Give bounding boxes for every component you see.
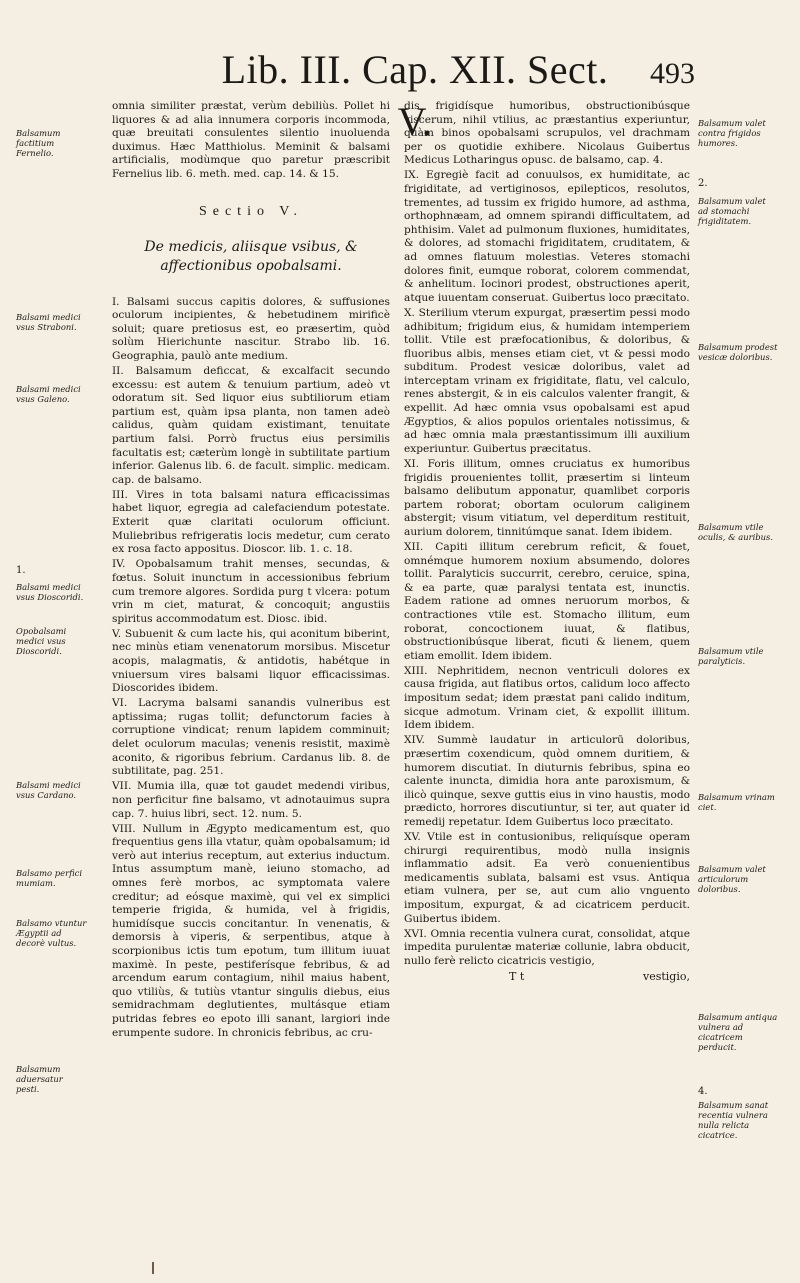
left-column xyxy=(112,100,390,1042)
margin-note-left: Balsamum factitium Fernelio. xyxy=(16,128,61,158)
margin-note-left: Balsami medici vsus Dioscoridi. xyxy=(16,582,84,602)
paragraph-2: II. Balsamum deficcat, & excalfacit secundo excessu: est autem & tenuium partium, adeò vt odoratum sit. Sed liquor eius subtiliorum etiam partium est, quàm ipsa planta, non tamen adeò calidus, quàm quidam existimant, tenuitate partium falsi. Porrò fructus eius persimilis facultatis est; cæterùm longè in subtilitate partium inferior. Galenus lib. 6. de facult. simplic. medicam. cap. de balsamo. xyxy=(112,365,390,486)
margin-note-right: Balsamum sanat recentia vulnera nulla relicta cicatrice. xyxy=(698,1100,769,1140)
ink-mark xyxy=(152,1262,154,1274)
running-head: Lib. III. Cap. XII. Sect. V. xyxy=(221,47,609,144)
margin-number: 2. xyxy=(698,178,708,189)
margin-note-right: Balsamum vtile paralyticis. xyxy=(698,646,764,666)
section-heading: Sectio V. xyxy=(198,203,304,219)
signature-mark: T t xyxy=(509,970,525,984)
paragraph-9: IX. Egregiè facit ad conuulsos, ex humiditate, ac frigiditate, ad vertiginosos, epilepticos, resolutos, trementes, ad tussim ex frigido humore, ad asthma, orthophnæam, ad omnem spirandi difficultatem, ad phthisim. Valet ad pulmonum fluxiones, humiditates, & dolores, ad stomachi frigiditatem, cruditatem, & ad omnes flatuum molestias. Veteres stomachi dolores finit, eumque roborat, colorem commendat, & anhelitum. Iocinori prodest, obstructiones aperit, atque iuuentam conseruat. Guibertus loco præcitato. xyxy=(404,169,690,304)
paragraph-11: XI. Foris illitum, omnes cruciatus ex humoribus frigidis prouenientes tollit, præsertim si linteum balsamo delibutum apponatur, quamlibet corporis partem roborat; obortam oculorum caliginem abstergit; visum vitiatum, vel deperditum restituit, aurium dolorem, tinnitúmque sanat. Idem ibidem. xyxy=(404,457,690,538)
margin-note-right: Balsamum valet articulorum doloribus. xyxy=(698,864,766,894)
margin-note-right: Balsamum vtile oculis, & auribus. xyxy=(698,522,774,542)
margin-note-left: Opobalsami medici vsus Dioscoridi. xyxy=(16,626,67,656)
right-column xyxy=(404,100,690,983)
margin-number: 4. xyxy=(698,1086,708,1097)
margin-note-right: Balsamum antiqua vulnera ad cicatricem perducit. xyxy=(698,1012,778,1052)
paragraph-14: XIV. Summè laudatur in articulorū doloribus, præsertim coxendicum, quòd omnem duritiem, & humorem discutiat. In diuturnis febribus, spina eo calente inuncta, dimidia hora ante paroxismum, & ilicò quinque, sexve guttis eius in vino haustis, modo prædicto, horrores discutiuntur, si ter, aut quater id remedij repetatur. Idem Guibertus loco præcitato. xyxy=(404,734,690,828)
paragraph-13: XIII. Nephritidem, necnon ventriculi dolores ex causa frigida, aut flatibus ortos, calidum loco affecto impositum sedat; idem præstat pani calido inditum, sicque admotum. Vrinam ciet, & expollit illitum. Idem ibidem. xyxy=(404,664,690,732)
margin-note-right: Balsamum valet contra frigidos humores. xyxy=(698,118,766,148)
margin-note-right: Balsamum prodest vesicæ doloribus. xyxy=(698,342,778,362)
margin-note-left: Balsami medici vsus Galeno. xyxy=(16,384,81,404)
paragraph-7: VII. Mumia illa, quæ tot gaudet medendi viribus, non perficitur fine balsamo, vt adnotauimus supra cap. 7. huius libri, sect. 12. num. 5. xyxy=(112,780,390,820)
catchword-line xyxy=(404,970,690,983)
paragraph-8: VIII. Nullum in Ægypto medicamentum est, quo frequentius gens illa vtatur, quàm opobalsamum; id verò aut interius receptum, aut exterius inductum. Intus assumptum manè, ieiuno stomacho, ad omnes ferè morbos, ac symptomata valere creditur; ad eósque maximè, qui vel ex simplici temperie frigida, & humida, vel à frigidis, humidísque succis concitantur. In venenatis, & demorsis à viperis, & serpentibus, atque à scorpionibus ictis tum epotum, tum illitum iuuat maximè. In peste, pestiferísque febribus, & ad arcendum earum contagium, nihil maius habent, quo vtiliùs, & tutiùs vtantur singulis diebus, eius semidrachmam deglutientes, multásque etiam putridas febres eo epoto illi sanant, largiori inde erumpente sudore. In chronicis febribus, ac cru- xyxy=(112,822,390,1039)
margin-note-left: Balsamo vtuntur Ægyptii ad decorè vultus. xyxy=(16,918,87,948)
paragraph-6: VI. Lacryma balsami sanandis vulneribus est aptissima; rugas tollit; defunctorum facies à corruptione vindicat; renum lapidem comminuit; delet oculorum maculas; venenis resistit, maximè aconito, & rigoribus febrium. Cardanus lib. 8. de subtilitate, pag. 251. xyxy=(112,697,390,778)
paragraph-8-continued: dis frigidísque humoribus, obstructionibúsque viscerum, nihil vtilius, ac præstantius experiuntur, quàm binos opobalsami scrupulos, vel drachmam per os quotidie exhibere. Nicolaus Guibertus Medicus Lotharingus opusc. de balsamo, cap. 4. xyxy=(404,100,690,167)
margin-note-left: Balsami medici vsus Straboni. xyxy=(16,312,81,332)
page-number: 493 xyxy=(650,57,695,90)
margin-note-left: Balsamo perfici mumiam. xyxy=(16,868,83,888)
paragraph-3: III. Vires in tota balsami natura efficacissimas habet liquor, egregia ad calefaciendum potestate. Exterit quæ claritati oculorum officiunt. Muliebribus refrigeratis locis medetur, cum cerato ex rosa facto appositus. Dioscor. lib. 1. c. 18. xyxy=(112,488,390,556)
paragraph-4: IV. Opobalsamum trahit menses, secundas, & fœtus. Soluit inunctum in accessionibus febrium cum tremore algores. Sordida purg t vlcera: potum vrin m ciet, maturat, & concoquit; angustiis spiritus accommodatum est. Diosc. ibid. xyxy=(112,558,390,625)
paragraph-16: XVI. Omnia recentia vulnera curat, consolidat, atque impedita purulentæ materiæ collunie, labra obducit, nullo ferè relicto cicatricis vestigio, xyxy=(404,927,690,967)
paragraph-12: XII. Capiti illitum cerebrum reficit, & fouet, omnémque humorem noxium absumendo, dolores tollit. Paralyticis succurrit, cerebro, ceruice, spina, & ea parte, quæ paralysi tentata est, inunctis. Eadem ratione ad omnes neruorum morbos, & contractiones vtile est. Stomacho illitum, eum roborat, concoctionem iuuat, & flatibus, obstructionibúsque liberat, ficuti & lienem, quem etiam emollit. Idem ibidem. xyxy=(404,541,690,662)
section-subtitle: De medicis, aliisque vsibus, & affectionibus opobalsami. xyxy=(144,238,358,274)
paragraph-5: V. Subuenit & cum lacte his, qui aconitum biberint, nec minùs etiam venenatorum morsibus. Miscetur acopis, malagmatis, & antidotis, habétque in vniuersum vires balsami liquor efficacissimas. Dioscorides ibidem. xyxy=(112,627,390,695)
paragraph-1: I. Balsami succus capitis dolores, & suffusiones oculorum incipientes, & hebetudinem mirificè soluit; quare pretiosus est, eo præsertim, quòd solùm Hierichunte nascitur. Strabo lib. 16. Geographia, paulò ante medium. xyxy=(112,295,390,362)
margin-note-right: Balsamum valet ad stomachi frigiditatem. xyxy=(698,196,766,226)
margin-note-left: Balsamum aduersatur pesti. xyxy=(16,1064,63,1094)
catchword: vestigio, xyxy=(643,970,690,984)
paragraph-continued: omnia similiter præstat, verùm debiliùs. Pollet hi liquores & ad alia innumera corporis incommoda, quæ breuitati consulentes silentio inuoluenda duximus. Hæc Matthiolus. Meminit & balsami artificialis, modùmque quo paretur præscribit Fernelius lib. 6. meth. med. cap. 14. & 15. xyxy=(112,100,390,180)
paragraph-15: XV. Vtile est in contusionibus, reliquísque operam chirurgi requirentibus, modò nulla insignis inflammatio adsit. Ea verò conuenientibus medicamentis sublata, balsami est vsus. Antiqua etiam vulnera, per se, aut cum alio vnguento impositum, expurgat, & ad cicatricem perducit. Guibertus ibidem. xyxy=(404,830,690,925)
paragraph-10: X. Sterilium vterum expurgat, præsertim pessi modo adhibitum; frigidum eius, & humidam intemperiem tollit. Vtile est præfocationibus, & doloribus, & fluoribus albis, menses etiam ciet, vt & pessi modo subditum. Prodest vesicæ doloribus, valet ad interceptam vrinam ex frigiditate, flatu, vel calculo, renes abstergit, & in eis calculos valenter frangit, & expellit. Ad hæc omnia vsus opobalsami est apud Ægyptios, & alios populos orientales notissimus, & ad hæc omnia mala præstantissimum illi auxilium experiuntur. Guibertus præcitatus. xyxy=(404,306,690,455)
margin-note-right: Balsamum vrinam ciet. xyxy=(698,792,775,812)
margin-note-left: Balsami medici vsus Cardano. xyxy=(16,780,81,800)
margin-number: 1. xyxy=(16,565,26,576)
